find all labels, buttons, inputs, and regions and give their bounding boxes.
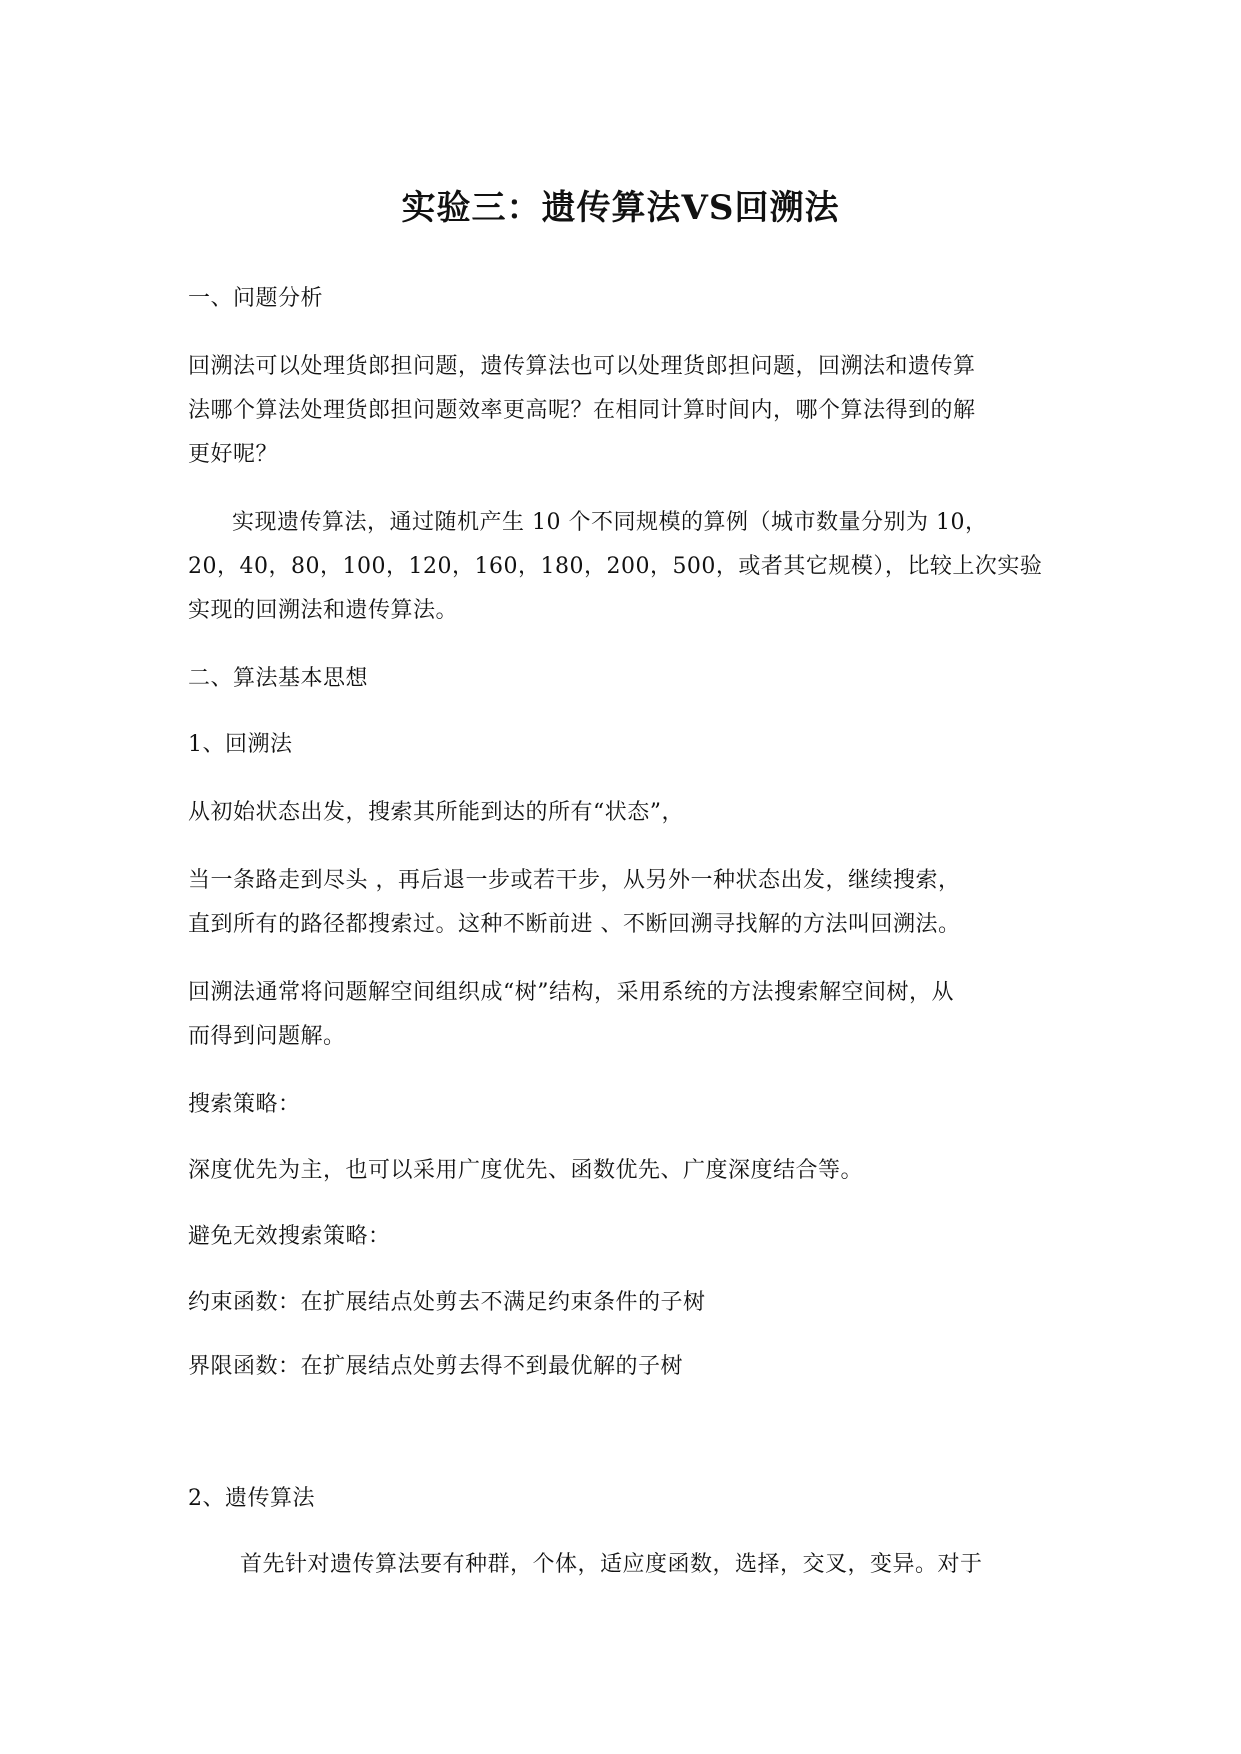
paragraph-line: 当一条路走到尽头 ，再后退一步或若干步，从另外一种状态出发，继续搜索，	[188, 868, 961, 893]
paragraph-line: 搜索策略：	[188, 1092, 301, 1117]
paragraph-line: 而得到问题解。	[188, 1024, 346, 1049]
paragraph-line: 实现遗传算法，通过随机产生 10 个不同规模的算例（城市数量分别为 10，	[232, 510, 988, 535]
paragraph-line: 实现的回溯法和遗传算法。	[188, 598, 459, 623]
paragraph-line: 回溯法通常将问题解空间组织成“树”结构，采用系统的方法搜索解空间树，从	[188, 980, 954, 1005]
subsection-heading-genetic-algorithm: 2、遗传算法	[188, 1486, 315, 1511]
paragraph-line: 界限函数：在扩展结点处剪去得不到最优解的子树	[188, 1354, 684, 1379]
paragraph-line: 法哪个算法处理货郎担问题效率更高呢？在相同计算时间内，哪个算法得到的解	[188, 398, 976, 423]
paragraph-line: 从初始状态出发，搜索其所能到达的所有“状态”，	[188, 800, 684, 825]
paragraph-line: 回溯法可以处理货郎担问题，遗传算法也可以处理货郎担问题，回溯法和遗传算	[188, 354, 976, 379]
section-heading-basic-idea: 二、算法基本思想	[188, 666, 369, 691]
paragraph-line: 深度优先为主，也可以采用广度优先、函数优先、广度深度结合等。	[188, 1158, 864, 1183]
subsection-heading-backtracking: 1、回溯法	[188, 732, 293, 757]
paragraph-line: 20，40，80，100，120，160，180，200，500，或者其它规模），比较上次实验	[188, 554, 1043, 579]
paragraph-line: 直到所有的路径都搜索过。这种不断前进 、不断回溯寻找解的方法叫回溯法。	[188, 912, 961, 937]
paragraph-line: 首先针对遗传算法要有种群，个体，适应度函数，选择，交叉，变异。对于	[240, 1552, 983, 1577]
paragraph-line: 约束函数：在扩展结点处剪去不满足约束条件的子树	[188, 1290, 706, 1315]
document-title: 实验三：遗传算法VS回溯法	[401, 188, 840, 228]
paragraph-line: 更好呢？	[188, 442, 279, 467]
section-heading-problem-analysis: 一、问题分析	[188, 286, 324, 311]
paragraph-line: 避免无效搜索策略：	[188, 1224, 391, 1249]
